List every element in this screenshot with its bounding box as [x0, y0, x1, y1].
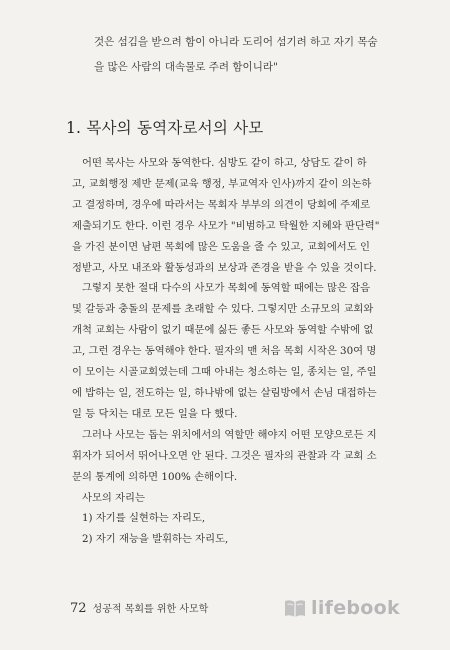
quote-line: 것은 섬김을 받으려 함이 아니라 도리어 섬기려 하고 자기 목숨	[94, 36, 378, 48]
body-line: 고 결정하며, 경우에 따라서는 목회자 부부의 의견이 당회에 주제로	[72, 198, 371, 211]
body-line: 2) 자기 재능을 발휘하는 자리도,	[82, 533, 229, 546]
body-line: 개척 교회는 사람이 없기 때문에 싫든 좋든 사모와 동역할 수밖에 없	[72, 324, 374, 337]
body-line: 고, 그런 경우는 동역해야 한다. 필자의 맨 처음 목회 시작은 30여 명	[72, 345, 377, 358]
body-line: 정받고, 사모 내조와 활동성과의 보상과 존경을 받을 수 있을 것이다.	[72, 261, 377, 274]
body-line: 그러나 사모는 돕는 위치에서의 역할만 해야지 어떤 모양으로든 지	[82, 428, 377, 441]
body-line: 그렇지 못한 절대 다수의 사모가 목회에 동역할 때에는 많은 잡음	[82, 282, 371, 295]
body-line: 휘자가 되어서 뛰어나오면 안 된다. 그것은 필자의 관찰과 각 교회 소	[72, 449, 377, 462]
body-line: 문의 통계에 의하면 100% 손해이다.	[72, 470, 238, 483]
body-line: 일 등 닥치는 대로 모든 일을 다 했다.	[72, 407, 238, 420]
quote-line: 을 많은 사람의 대속물로 주려 함이니라"	[94, 61, 278, 73]
scripture-quote	[94, 30, 394, 80]
body-line: 제출되기도 한다. 이런 경우 사모가 "비범하고 탁월한 지혜와 판단력"	[72, 219, 380, 232]
book-icon	[283, 597, 307, 619]
body-line: 사모의 자리는	[82, 491, 145, 504]
body-line: 1) 자기를 실현하는 자리도,	[82, 512, 206, 525]
body-line: 어떤 목사는 사모와 동역한다. 심방도 같이 하고, 상담도 같이 하	[82, 157, 367, 169]
body-line: 에 밥하는 일, 전도하는 일, 하나밖에 없는 살림방에서 손님 대접하는	[72, 386, 377, 399]
watermark-text: lifebook	[311, 597, 400, 619]
body-text	[72, 153, 402, 550]
body-line: 을 가진 분이면 남편 목회에 많은 도움을 줄 수 있고, 교회에서도 인	[72, 240, 370, 253]
watermark-logo	[283, 597, 400, 619]
body-line: 고, 교회행정 제반 문제(교육 행정, 부교역자 인사)까지 같이 의논하	[72, 177, 372, 190]
running-title: 성공적 목회를 위한 사모학	[92, 604, 209, 615]
body-line: 및 갈등과 충돌의 문제를 초래할 수 있다. 그렇지만 소규모의 교회와	[72, 303, 374, 316]
page-number: 72	[70, 601, 87, 616]
body-line: 이 모이는 시골교회였는데 그때 아내는 청소하는 일, 종치는 일, 주일	[72, 366, 377, 379]
section-title: 1. 목사의 동역자로서의 사모	[66, 119, 264, 137]
page-footer	[70, 600, 208, 616]
